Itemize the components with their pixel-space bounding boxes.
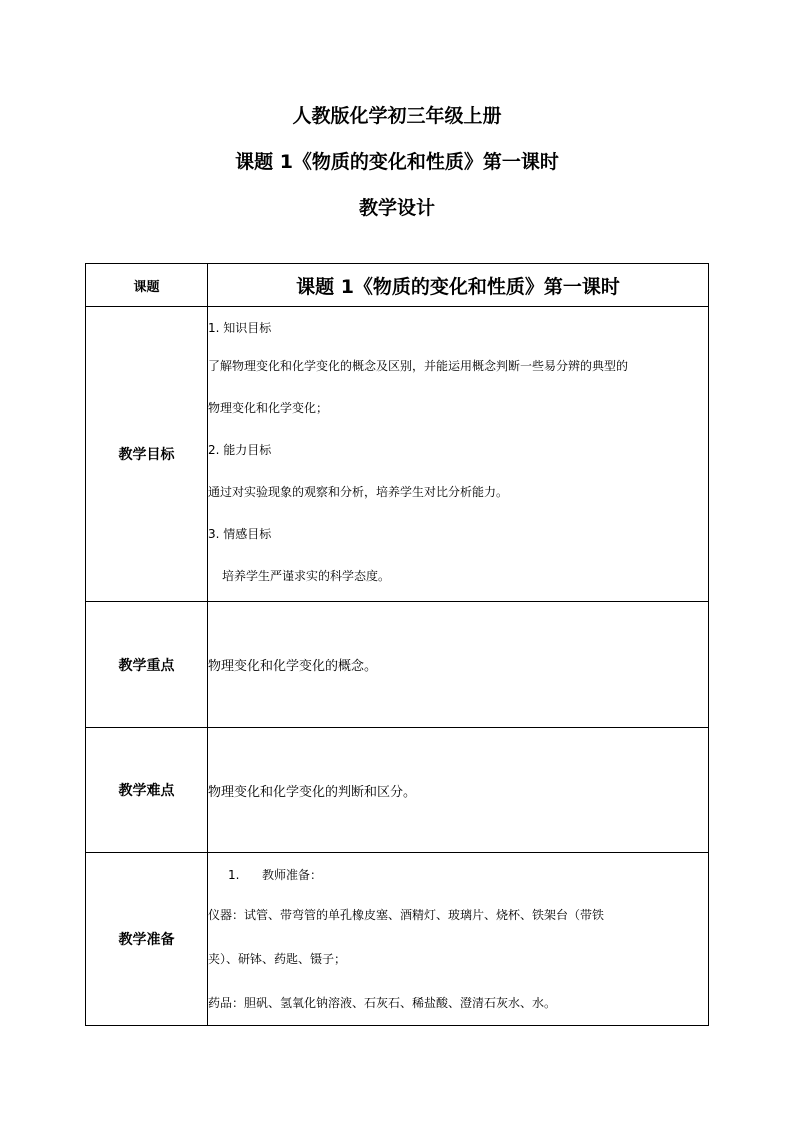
- objective-ability-heading: 2. 能力目标: [208, 443, 272, 457]
- objective-knowledge-heading: 1. 知识目标: [208, 321, 272, 335]
- topic-value: 课题 1《物质的变化和性质》第一课时: [296, 275, 620, 298]
- preparation-label: 教学准备: [86, 853, 208, 1026]
- objectives-label: 教学目标: [86, 307, 208, 602]
- lesson-plan-table: [85, 263, 709, 1026]
- objective-ability-text: 通过对实验现象的观察和分析，培养学生对比分析能力。: [208, 485, 509, 499]
- key-points-value: 物理变化和化学变化的概念。: [208, 659, 378, 674]
- table-row-preparation: [86, 853, 709, 1026]
- table-row-key-points: [86, 602, 709, 728]
- table-row-objectives: [86, 307, 709, 602]
- preparation-item-title: 教师准备：: [262, 868, 323, 882]
- objectives-cell: [208, 307, 709, 602]
- preparation-instruments-line-2: 夹）、研钵、药匙、镊子；: [208, 952, 347, 966]
- topic-cell: [208, 264, 709, 307]
- difficulties-value: 物理变化和化学变化的判断和区分。: [208, 784, 417, 800]
- header-doc-type: 教学设计: [358, 197, 435, 219]
- preparation-item-number: 1.: [228, 868, 240, 882]
- preparation-instruments-line-1: 仪器：试管、带弯管的单孔橡皮塞、酒精灯、玻璃片、烧杯、铁架台（带铁: [208, 908, 605, 922]
- objective-knowledge-text-2: 物理变化和化学变化；: [208, 401, 329, 415]
- table-row-topic: [86, 264, 709, 307]
- topic-label: 课题: [86, 264, 208, 307]
- header-course-title: 人教版化学初三年级上册: [292, 105, 502, 127]
- key-points-cell: [208, 602, 709, 728]
- difficulties-cell: [208, 728, 709, 853]
- objective-emotion-text: 培养学生严谨求实的科学态度。: [222, 569, 391, 583]
- preparation-teacher-heading: [208, 853, 708, 893]
- objective-knowledge-text-1: 了解物理变化和化学变化的概念及区别，并能运用概念判断一些易分辨的典型的: [208, 359, 629, 373]
- header-lesson-title: 课题 1《物质的变化和性质》第一课时: [235, 151, 559, 173]
- document-header: [0, 104, 794, 242]
- key-points-label: 教学重点: [86, 602, 208, 728]
- difficulties-label: 教学难点: [86, 728, 208, 853]
- objective-emotion-heading: 3. 情感目标: [208, 527, 272, 541]
- table-row-difficulties: [86, 728, 709, 853]
- preparation-cell: [208, 853, 709, 1026]
- preparation-reagents-line: 药品：胆矾、氢氧化钠溶液、石灰石、稀盐酸、澄清石灰水、水。: [208, 996, 557, 1010]
